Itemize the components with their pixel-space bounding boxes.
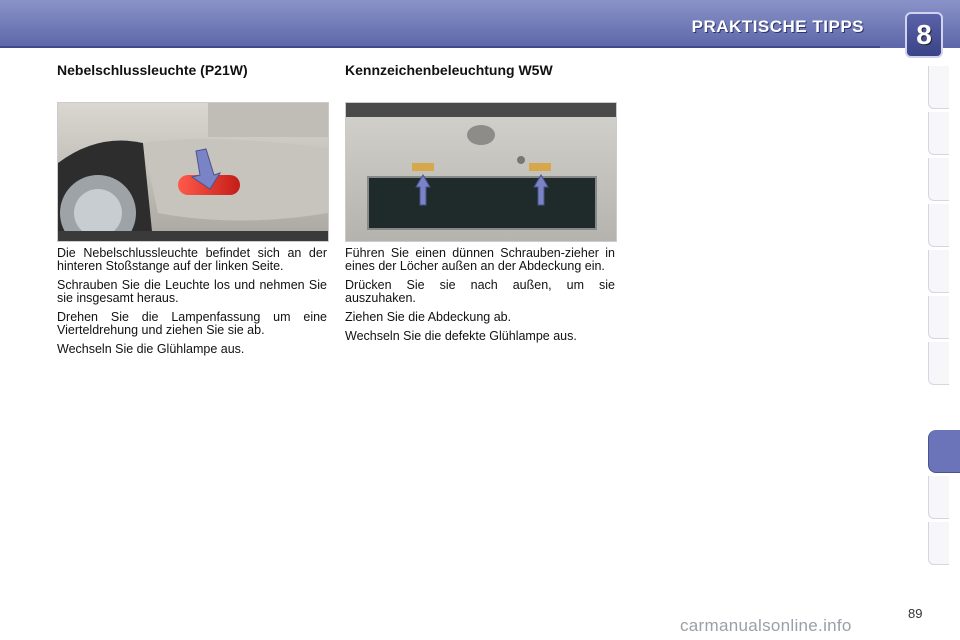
rear-bumper-illustration [58, 103, 328, 241]
fog-light-photo [57, 102, 329, 242]
paragraph: Drehen Sie die Lampenfassung um eine Vierteldrehung und ziehen Sie sie ab. [57, 310, 327, 337]
chapter-tab[interactable] [928, 66, 949, 109]
chapter-tab-strip [928, 66, 960, 576]
paragraph: Wechseln Sie die defekte Glühlampe aus. [345, 329, 577, 343]
paragraph: Führen Sie einen dünnen Schrauben-zieher in eines der Löcher außen an der Abdeckung ein. [345, 246, 615, 273]
paragraph: Drücken Sie sie nach außen, um sie auszuhaken. [345, 278, 615, 305]
chapter-number-badge: 8 [905, 12, 943, 58]
watermark: carmanualsonline.info [680, 616, 852, 635]
page-number: 89 [908, 606, 923, 621]
chapter-tab-active[interactable] [928, 430, 960, 473]
section-title: Kennzeichenbeleuchtung W5W [345, 62, 553, 78]
chapter-tab[interactable] [928, 250, 949, 293]
paragraph: Schrauben Sie die Leuchte los und nehmen Sie sie insgesamt heraus. [57, 278, 327, 305]
chapter-tab[interactable] [928, 522, 949, 565]
paragraph: Wechseln Sie die Glühlampe aus. [57, 342, 245, 356]
chapter-tab[interactable] [928, 204, 949, 247]
chapter-tab[interactable] [928, 342, 949, 385]
chapter-tab[interactable] [928, 296, 949, 339]
chapter-title: PRAKTISCHE TIPPS [691, 17, 864, 36]
plate-light-photo [345, 102, 617, 242]
chapter-tab[interactable] [928, 476, 949, 519]
plate-light-instructions [345, 247, 615, 349]
fog-light-instructions [57, 247, 327, 362]
plate-lamp-right [529, 163, 551, 171]
paragraph: Ziehen Sie die Abdeckung ab. [345, 310, 512, 324]
logo-emblem [467, 125, 495, 145]
paragraph: Die Nebelschlussleuchte befindet sich an der hinteren Stoßstange auf der linken Seite. [57, 246, 327, 273]
rear-tailgate-illustration [346, 103, 616, 241]
section-title: Nebelschlussleuchte (P21W) [57, 62, 248, 78]
chapter-tab[interactable] [928, 158, 949, 201]
header-divider [0, 46, 880, 48]
chapter-tab[interactable] [928, 112, 949, 155]
plate-lamp-left [412, 163, 434, 171]
fog-light-section [57, 60, 327, 356]
license-plate [368, 177, 596, 229]
plate-light-section [345, 60, 615, 343]
